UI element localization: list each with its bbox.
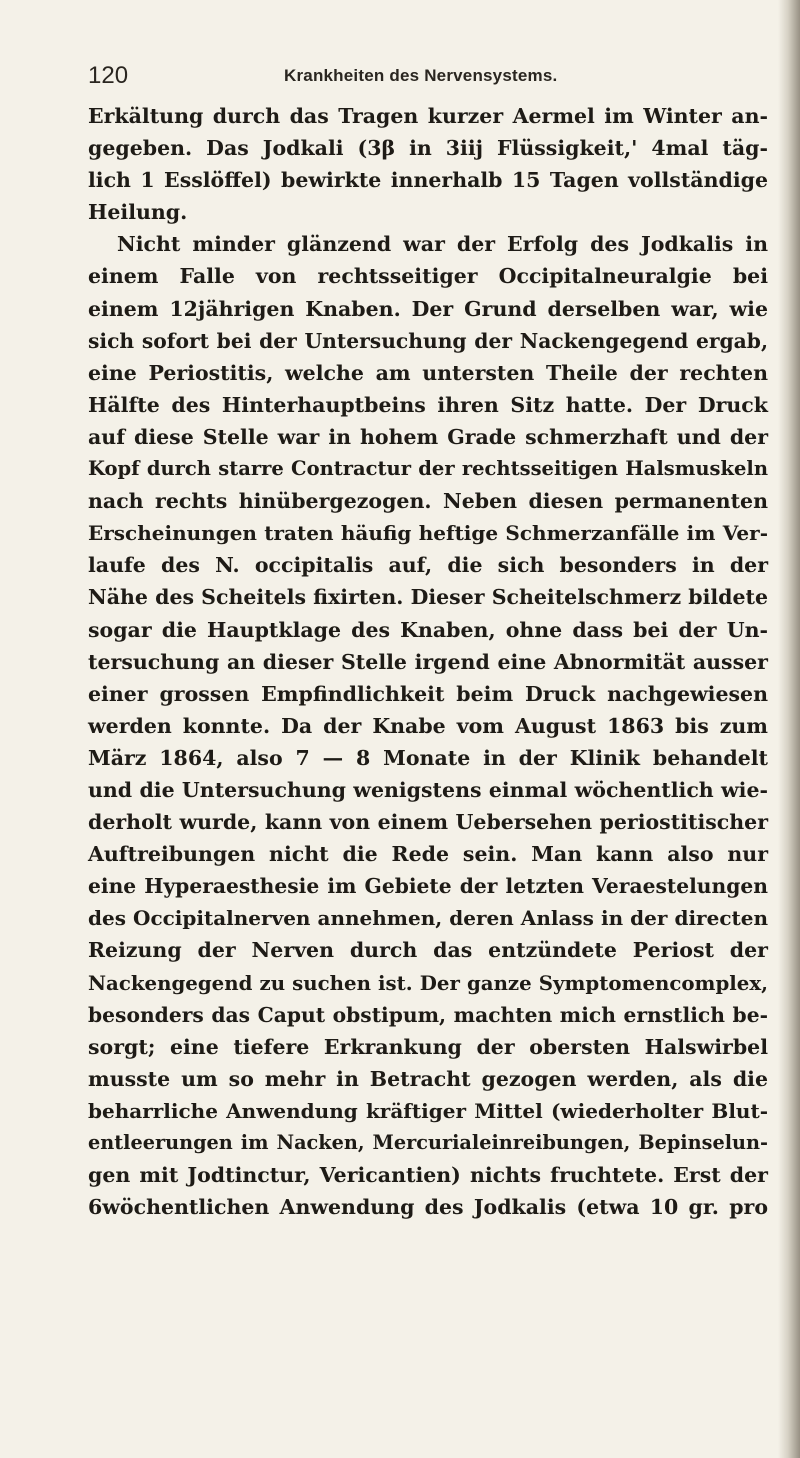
text-line: eine Hyperaesthesie im Gebiete der letzten Veraestelungen bbox=[88, 874, 768, 899]
text-line: lich 1 Esslöffel) bewirkte innerhalb 15 Tagen vollständige bbox=[88, 168, 768, 193]
text-line: Erkältung durch das Tragen kurzer Aermel im Winter an- bbox=[88, 104, 768, 128]
text-line: Nicht minder glänzend war der Erfolg des Jodkalis in bbox=[117, 232, 768, 257]
page-edge-shadow bbox=[778, 0, 800, 1458]
text-line: derholt wurde, kann von einem Uebersehen periostitischer bbox=[88, 810, 768, 835]
text-line: einem 12jährigen Knaben. Der Grund derselben war, wie bbox=[88, 296, 768, 321]
text-line: März 1864, also 7 — 8 Monate in der Klinik behandelt bbox=[88, 745, 768, 770]
text-line: tersuchung an dieser Stelle irgend eine Abnormität ausser bbox=[88, 649, 768, 674]
text-line: musste um so mehr in Betracht gezogen werden, als die bbox=[88, 1066, 768, 1091]
running-title: Krankheiten des Nervensystems. bbox=[284, 66, 558, 85]
text-line: laufe des N. occipitalis auf, die sich besonders in der bbox=[88, 553, 768, 578]
text-line: 6wöchentlichen Anwendung des Jodkalis (etwa 10 gr. pro bbox=[88, 1195, 768, 1220]
text-line: sogar die Hauptklage des Knaben, ohne dass bei der Un- bbox=[88, 617, 768, 642]
text-line: werden konnte. Da der Knabe vom August 1863 bis zum bbox=[88, 713, 768, 738]
text-line: beharrliche Anwendung kräftiger Mittel (wiederholter Blut- bbox=[88, 1098, 768, 1123]
page-number: 120 bbox=[88, 62, 129, 89]
body-text bbox=[88, 100, 768, 1223]
text-line: auf diese Stelle war in hohem Grade schmerzhaft und der bbox=[88, 424, 768, 449]
text-line: gen mit Jodtinctur, Vericantien) nichts fruchtete. Erst der bbox=[88, 1163, 768, 1188]
text-line: Erscheinungen traten häufig heftige Schmerzanfälle im Ver- bbox=[88, 521, 768, 546]
text-line: Heilung. bbox=[88, 200, 188, 225]
text-line: eine Periostitis, welche am untersten Theile der rechten bbox=[88, 360, 768, 385]
text-line: nach rechts hinübergezogen. Neben diesen permanenten bbox=[88, 489, 768, 514]
text-line: Auftreibungen nicht die Rede sein. Man kann also nur bbox=[88, 842, 768, 867]
text-line: einem Falle von rechtsseitiger Occipitalneuralgie bei bbox=[88, 264, 768, 289]
text-line: besonders das Caput obstipum, machten mich ernstlich be- bbox=[88, 1002, 768, 1027]
text-line: und die Untersuchung wenigstens einmal wöchentlich wie- bbox=[88, 777, 768, 802]
text-line: gegeben. Das Jodkali (3β in 3iij Flüssigkeit,' 4mal täg- bbox=[88, 136, 768, 161]
text-line: sich sofort bei der Untersuchung der Nackengegend ergab, bbox=[88, 328, 768, 353]
text-line: Nähe des Scheitels fixirten. Dieser Scheitelschmerz bildete bbox=[88, 585, 769, 610]
text-line: Reizung der Nerven durch das entzündete Periost der bbox=[88, 938, 768, 963]
text-line: Kopf durch starre Contractur der rechtsseitigen Halsmuskeln bbox=[88, 457, 768, 481]
text-line: einer grossen Empfindlichkeit beim Druck nachgewiesen bbox=[88, 681, 768, 706]
text-line: des Occipitalnerven annehmen, deren Anlass in der directen bbox=[88, 906, 768, 931]
text-line: Nackengegend zu suchen ist. Der ganze Symptomencomplex, bbox=[88, 970, 768, 995]
text-line: entleerungen im Nacken, Mercurialeinreibungen, Bepinselun- bbox=[88, 1131, 768, 1154]
running-header bbox=[88, 62, 768, 92]
text-line: sorgt; eine tiefere Erkrankung der obersten Halswirbel bbox=[88, 1034, 768, 1059]
text-line: Hälfte des Hinterhauptbeins ihren Sitz hatte. Der Druck bbox=[88, 392, 768, 417]
